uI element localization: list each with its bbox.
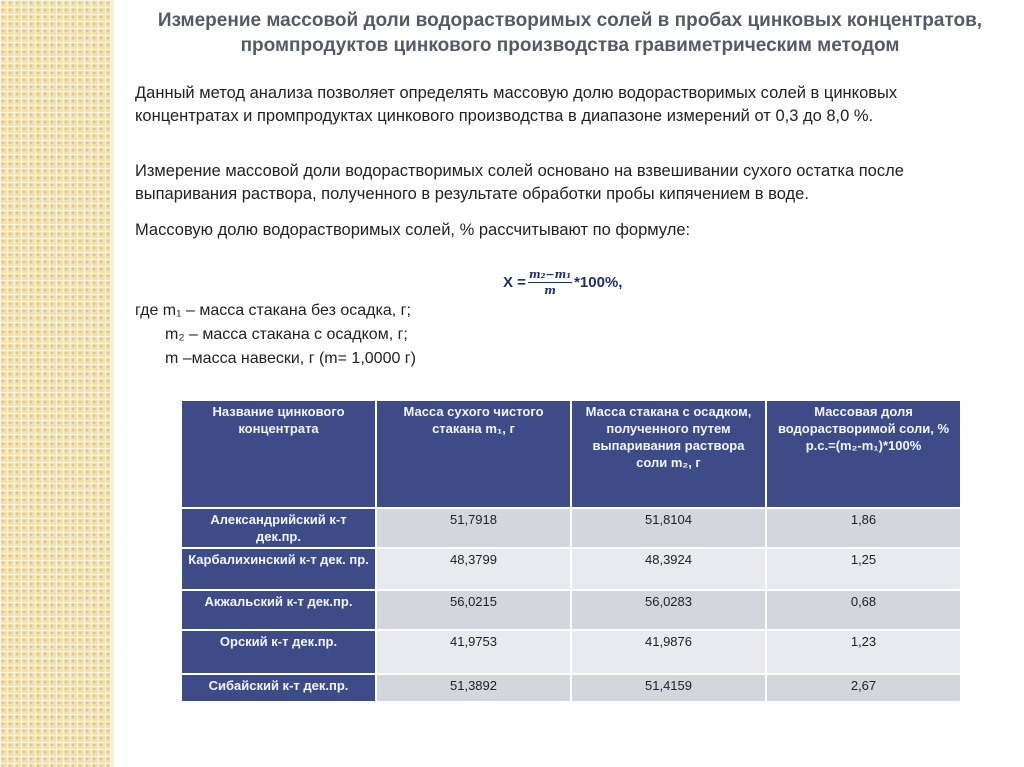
table-row (181, 590, 961, 630)
row-share: 2,67 (766, 674, 961, 702)
formula-lhs: Х = (503, 273, 526, 291)
intro-line-1: Данный метод анализа позволяет определять массовую долю водорастворимых солей в цинковых (135, 84, 898, 102)
legend-m1: где m₁ – масса стакана без осадка, г; (135, 302, 411, 319)
legend-m: m –масса навески, г (m= 1,0000 г) (165, 350, 416, 367)
table-row (181, 674, 961, 702)
table-header-row (181, 400, 961, 508)
principle-line-2: выпаривания раствора, полученного в результате обработки пробы кипячением в воде. (135, 185, 809, 203)
row-share: 1,23 (766, 630, 961, 674)
table-row (181, 630, 961, 674)
formula (503, 262, 622, 302)
formula-numerator: m₂−m₁ (528, 267, 572, 281)
row-share: 1,25 (766, 548, 961, 590)
row-m2: 56,0283 (571, 590, 766, 630)
formula-suffix: *100%, (574, 273, 623, 291)
row-m1: 51,3892 (376, 674, 571, 702)
formula-fraction (528, 268, 572, 297)
row-name: Орский к-т дек.пр. (181, 630, 376, 674)
table-row (181, 548, 961, 590)
slide-title-line-2: промпродуктов цинкового производства гравиметрическим методом (240, 35, 900, 56)
formula-intro (135, 219, 690, 242)
row-name: Сибайский к-т дек.пр. (181, 674, 376, 702)
header-concentrate-name: Название цинкового концентрата (181, 400, 376, 508)
row-name: Карбалихинский к-т дек. пр. (181, 548, 376, 590)
row-m2: 51,4159 (571, 674, 766, 702)
legend-m2: m₂ – масса стакана с осадком, г; (165, 326, 408, 343)
decorative-side-stripe (110, 0, 114, 767)
variable-legend (135, 299, 416, 371)
principle-paragraph (135, 160, 904, 206)
results-table (180, 399, 962, 703)
slide-title (120, 8, 1020, 58)
row-m1: 41,9753 (376, 630, 571, 674)
table-row (181, 508, 961, 548)
principle-line-1: Измерение массовой доли водорастворимых солей основано на взвешивании сухого остатка после (135, 162, 904, 180)
row-m1: 48,3799 (376, 548, 571, 590)
header-clean-beaker-mass: Масса сухого чистого стакана m₁, г (376, 400, 571, 508)
header-beaker-with-residue-mass: Масса стакана с осадком, полученного путем выпаривания раствора соли m₂, г (571, 400, 766, 508)
row-m2: 48,3924 (571, 548, 766, 590)
formula-denominator: m (544, 283, 556, 297)
row-name: Александрийский к-т дек.пр. (181, 508, 376, 548)
decorative-side-pattern (0, 0, 110, 767)
row-m1: 51,7918 (376, 508, 571, 548)
row-share: 0,68 (766, 590, 961, 630)
row-share: 1,86 (766, 508, 961, 548)
intro-paragraph (135, 82, 897, 128)
row-name: Акжальский к-т дек.пр. (181, 590, 376, 630)
header-mass-fraction: Массовая доля водорастворимой соли, % р.с.=(m₂-m₁)*100% (766, 400, 961, 508)
row-m2: 41,9876 (571, 630, 766, 674)
formula-intro-text: Массовую долю водорастворимых солей, % рассчитывают по формуле: (135, 221, 691, 239)
row-m1: 56,0215 (376, 590, 571, 630)
row-m2: 51,8104 (571, 508, 766, 548)
intro-line-2: концентратах и промпродуктах цинкового производства в диапазоне измерений от 0,3 до 8,0 %. (135, 107, 874, 125)
slide-title-line-1: Измерение массовой доли водорастворимых солей в пробах цинковых концентратов, (157, 10, 983, 31)
